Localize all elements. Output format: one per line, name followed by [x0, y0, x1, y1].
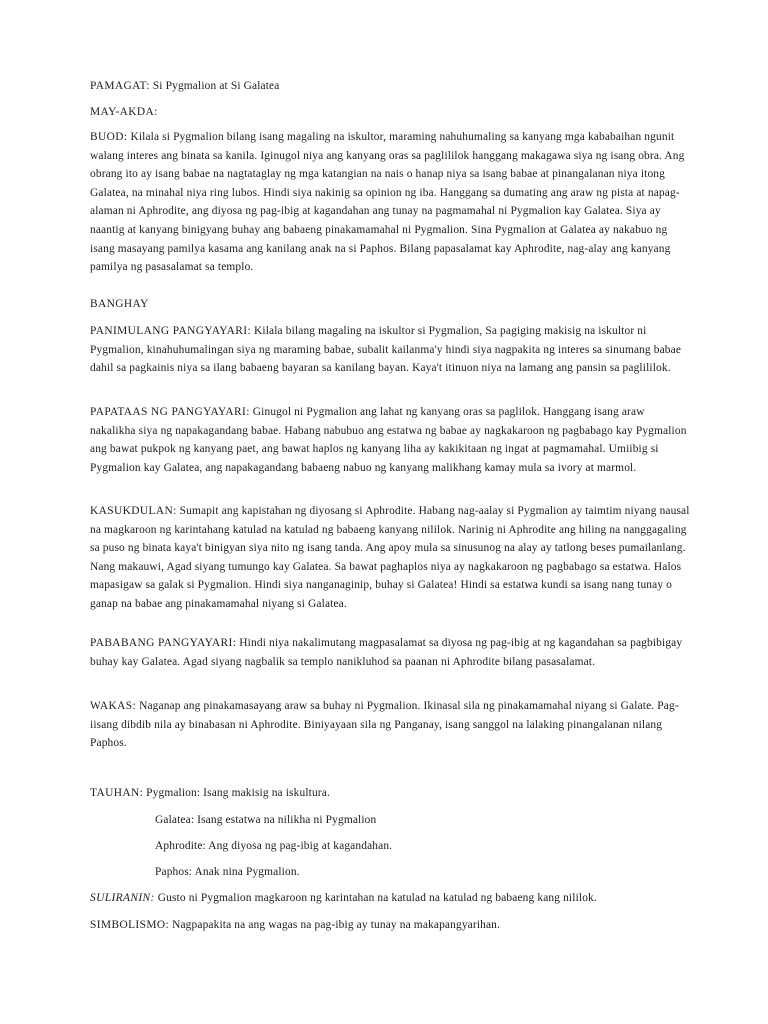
character-aphrodite-line: [155, 837, 695, 856]
problem-line: [90, 889, 690, 908]
problem-text: Gusto ni Pygmalion magkaroon ng karintahan na katulad na katulad ng babaeng kang nililok.: [154, 892, 597, 904]
plot-heading-text: BANGHAY: [90, 298, 149, 310]
rising-action-text: Ginugol ni Pygmalion ang lahat ng kanyang oras sa paglilok. Hanggang isang araw nakalikha siya ng napakagandang babae. Habang nabubuo ang estatwa ng babae ay nagkakaroon ng pagbabago kay Pygmalion ang bawat pukpok ng kanyang paet, ang bawat haplos ng kanyang liha ay kakikitaan ng ingat at pagmamahal. Umiibig si Pygmalion kay Galatea, ang napakagandang babaeng nabuo ng kanyang malikhang kamay mula sa ivory at marmol.: [90, 406, 687, 474]
summary-text: Kilala si Pygmalion bilang isang magaling na iskultor, maraming nahuhumaling sa kanyang mga kababaihan ngunit walang interes ang binata sa kanila. Iginugol niya ang kanyang oras sa paglililok hanggang makagawa siya ng isang obra. Ang obrang ito ay isang babae na nagtataglay ng mga katangian na nais o hanap niya sa isang babae at pinangalanan niya itong Galatea, na minahal niya ring lubos. Hindi siya nakinig sa opinion ng iba. Hanggang sa dumating ang araw ng pista at napag-alaman ni Aphrodite, ang diyosa ng pag-ibig at kagandahan ang tunay na pagmamahal ni Pygmalion kay Galatea. Siya ay naantig at kanyang binigyang buhay ang babaeng pinakamamahal ni Pygmalion. Sina Pygmalion at Galatea ay nakabuo ng isang masayang pamilya kasama ang kanilang anak na si Paphos. Bilang papasalamat kay Aphrodite, nag-alay ang kanyang pamilya ng pasasalamat sa templo.: [90, 131, 685, 274]
rising-action-label: PAPATAAS NG PANGYAYARI:: [90, 406, 250, 418]
falling-action-paragraph: [90, 634, 690, 671]
symbolism-label: SIMBOLISMO:: [90, 919, 170, 931]
beginning-label: PANIMULANG PANGYAYARI:: [90, 325, 252, 337]
character-paphos-line: [155, 863, 695, 882]
symbolism-text: Nagpapakita na ang wagas na pag-ibig ay tunay na makapangyarihan.: [169, 919, 501, 931]
problem-label: SULIRANIN:: [90, 892, 155, 904]
summary-paragraph: [90, 128, 690, 277]
summary-label: BUOD:: [90, 131, 128, 143]
falling-action-label: PABABANG PANGYAYARI:: [90, 637, 237, 649]
character-pygmalion: Pygmalion: Isang makisig na iskultura.: [143, 787, 330, 799]
rising-action-paragraph: [90, 403, 690, 477]
characters-label: TAUHAN:: [90, 787, 144, 799]
plot-heading: [90, 295, 690, 314]
climax-text: Sumapit ang kapistahan ng diyosang si Aphrodite. Habang nag-aalay si Pygmalion ay taimtim niyang nausal na magkaroon ng karintahang katulad na katulad ng babaeng kanyang nililok. Narinig ni Aphrodite ang hiling na nanggagaling sa puso ng binata kaya't binigyan siya nito ng isang tanda. Ang apoy mula sa sinusunog na alay ay tatlong beses pumailanlang. Nang makauwi, Agad siyang tumungo kay Galatea. Sa bawat paghaplos niya ay nagkakaroon ng pagbabago sa estatwa. Halos mapasigaw sa galak si Pygmalion. Hindi siya nanganaginip, buhay si Galatea! Hindi sa estatwa kundi sa isang nang tunay o ganap na babae ang pinakamamahal niyang si Galatea.: [90, 505, 690, 610]
title-line: [90, 77, 690, 96]
ending-text: Naganap ang pinakamasayang araw sa buhay ni Pygmalion. Ikinasal sila ng pinakamamahal niyang si Galate. Pag-iisang dibdib nila ay binabasan ni Aphrodite. Biniyayaan sila ng Panganay, isang sanggol na lalaking pinangalanan nilang Paphos.: [90, 700, 679, 750]
beginning-text: Kilala bilang magaling na iskultor si Pygmalion, Sa pagiging makisig na iskultor ni Pygmalion, kinahuhumalingan siya ng maraming babae, subalit kailanma'y hindi siya nagpakita ng interes sa sinumang babae dahil sa pagkainis niya sa ilang babaeng bayaran sa kanilang bayan. Kaya't itinuon niya na lamang ang pansin sa paglililok.: [90, 325, 682, 375]
title-label: PAMAGAT:: [90, 80, 150, 92]
author-label: MAY-AKDA:: [90, 106, 158, 118]
character-aphrodite: Aphrodite: Ang diyosa ng pag-ibig at kagandahan.: [155, 840, 393, 852]
characters-line: [90, 784, 690, 803]
climax-paragraph: [90, 502, 690, 614]
climax-label: KASUKDULAN:: [90, 505, 177, 517]
title-text: Si Pygmalion at Si Galatea: [149, 80, 280, 92]
beginning-paragraph: [90, 322, 690, 378]
character-galatea-line: [155, 811, 695, 830]
author-line: [90, 103, 690, 122]
symbolism-line: [90, 916, 690, 935]
character-paphos: Paphos: Anak nina Pygmalion.: [155, 866, 300, 878]
ending-label: WAKAS:: [90, 700, 137, 712]
character-galatea: Galatea: Isang estatwa na nilikha ni Pygmalion: [155, 814, 377, 826]
ending-paragraph: [90, 697, 690, 753]
falling-action-text: Hindi niya nakalimutang magpasalamat sa diyosa ng pag-ibig at ng kagandahan sa pagbibigay buhay kay Galatea. Agad siyang nagbalik sa templo nanikluhod sa paanan ni Aphrodite bilang pasasalamat.: [90, 637, 683, 668]
